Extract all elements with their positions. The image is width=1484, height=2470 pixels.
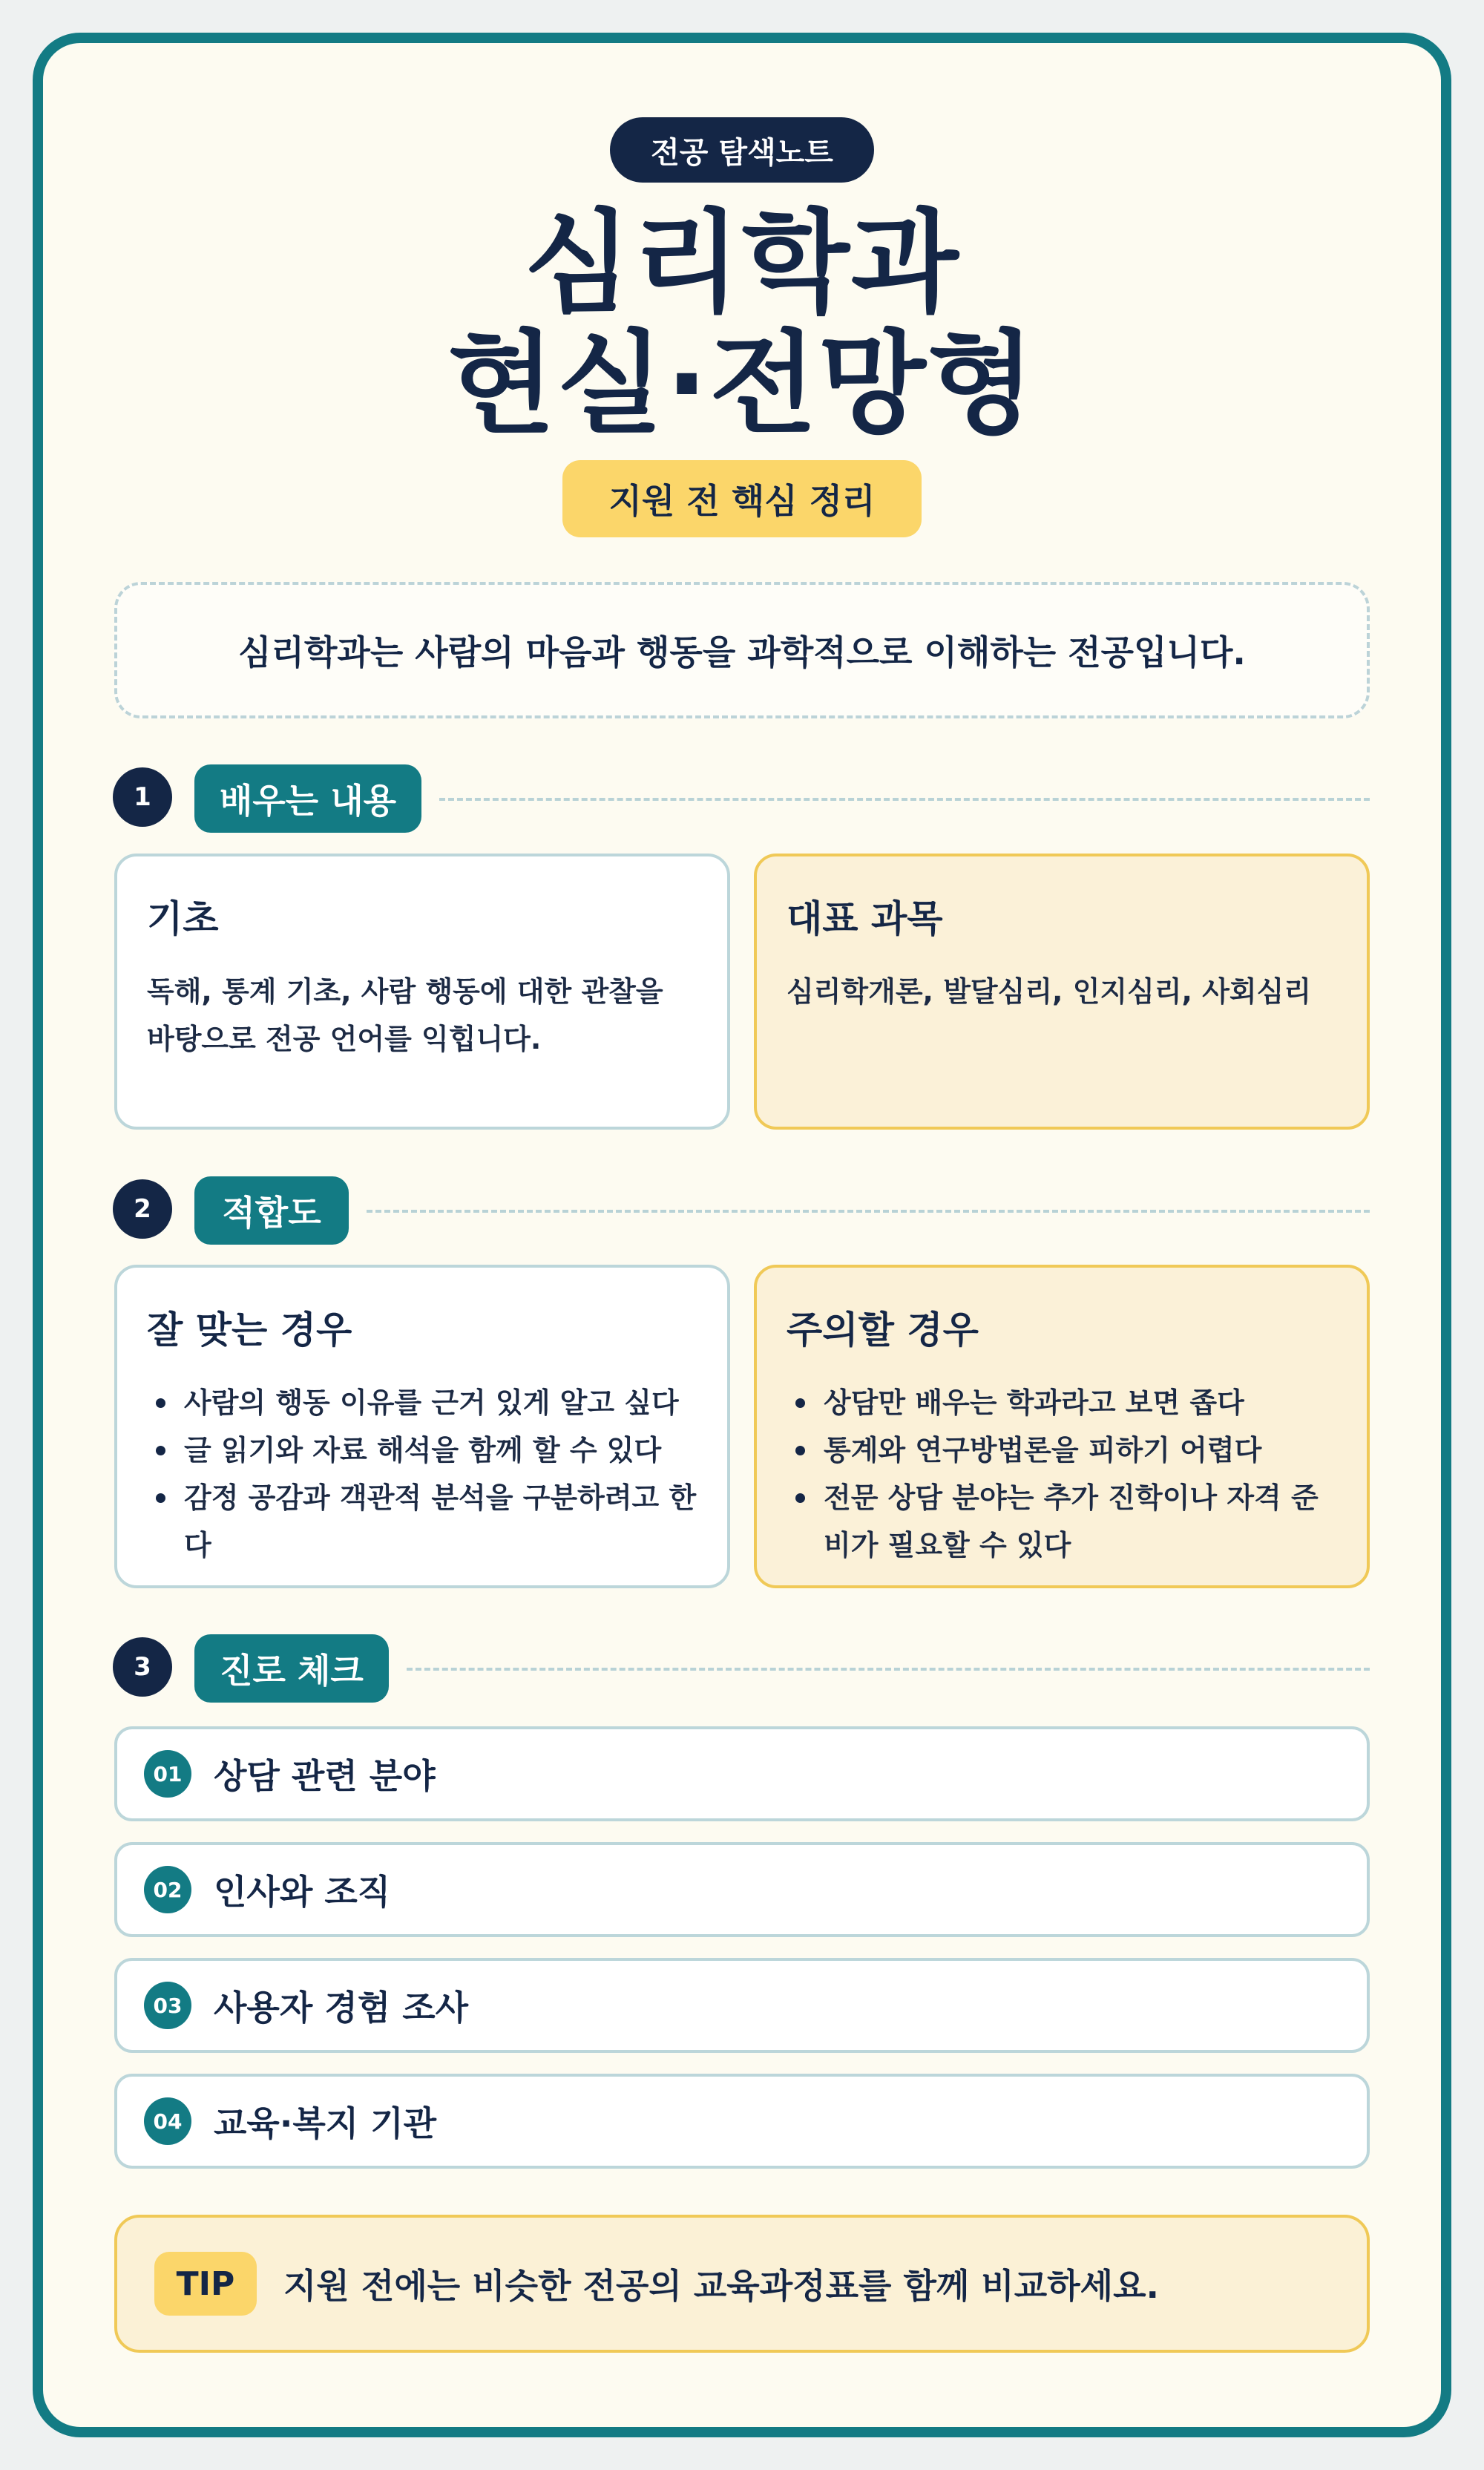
career-item-ux-research <box>114 1958 1370 2053</box>
section-3-label: 진로 체크 <box>194 1634 389 1703</box>
page-title-line2: 현실·전망형 <box>447 320 1037 449</box>
learn-basics-title: 기초 <box>147 897 219 940</box>
good-fit-list <box>147 1379 697 1569</box>
career-item-counseling <box>114 1726 1370 1821</box>
subtitle-badge: 지원 전 핵심 정리 <box>562 460 922 537</box>
career-label: 사용자 경험 조사 <box>214 1988 469 2028</box>
career-number: 02 <box>144 1866 191 1913</box>
list-item: 사람의 행동 이유를 근거 있게 알고 싶다 <box>147 1379 697 1426</box>
tip-box <box>114 2215 1370 2353</box>
page-title-line1: 심리학과 <box>524 199 960 328</box>
list-item: 감정 공감과 객관적 분석을 구분하려고 한다 <box>147 1474 697 1569</box>
intro-text: 심리학과는 사람의 마음과 행동을 과학적으로 이해하는 전공입니다. <box>238 632 1246 672</box>
career-item-hr <box>114 1842 1370 1937</box>
caution-list <box>787 1379 1337 1569</box>
career-label: 인사와 조직 <box>214 1872 391 1912</box>
section-1-label: 배우는 내용 <box>194 764 421 833</box>
section-2-divider <box>367 1210 1370 1213</box>
section-2-number: 2 <box>113 1179 172 1239</box>
category-badge: 전공 탐색노트 <box>610 117 874 183</box>
representative-subjects-card <box>754 854 1370 1130</box>
good-fit-title: 잘 맞는 경우 <box>147 1308 352 1352</box>
section-2-label: 적합도 <box>194 1176 349 1245</box>
career-item-education-welfare <box>114 2074 1370 2169</box>
caution-card <box>754 1265 1370 1588</box>
list-item: 글 읽기와 자료 해석을 함께 할 수 있다 <box>147 1426 697 1474</box>
section-3-number: 3 <box>113 1637 172 1697</box>
list-item: 통계와 연구방법론을 피하기 어렵다 <box>787 1426 1337 1474</box>
list-item: 상담만 배우는 학과라고 보면 좁다 <box>787 1379 1337 1426</box>
representative-subjects-text: 심리학개론, 발달심리, 인지심리, 사회심리 <box>787 975 1312 1008</box>
tip-text: 지원 전에는 비슷한 전공의 교육과정표를 함께 비교하세요. <box>283 2266 1160 2306</box>
career-label: 교육·복지 기관 <box>214 2103 437 2143</box>
learn-basics-card <box>114 854 730 1130</box>
tip-badge: TIP <box>154 2252 257 2316</box>
section-1-divider <box>439 798 1370 801</box>
section-1-number: 1 <box>113 767 172 827</box>
list-item: 전문 상담 분야는 추가 진학이나 자격 준비가 필요할 수 있다 <box>787 1474 1337 1569</box>
learn-basics-text: 독해, 통계 기초, 사람 행동에 대한 관찰을 바탕으로 전공 언어를 익힙니다. <box>147 975 663 1055</box>
good-fit-card <box>114 1265 730 1588</box>
career-label: 상담 관련 분야 <box>214 1756 436 1796</box>
career-number: 03 <box>144 1982 191 2029</box>
career-number: 04 <box>144 2097 191 2145</box>
representative-subjects-title: 대표 과목 <box>787 897 943 940</box>
caution-title: 주의할 경우 <box>787 1308 979 1352</box>
career-number: 01 <box>144 1750 191 1798</box>
intro-box <box>114 582 1370 718</box>
section-3-divider <box>407 1668 1370 1671</box>
